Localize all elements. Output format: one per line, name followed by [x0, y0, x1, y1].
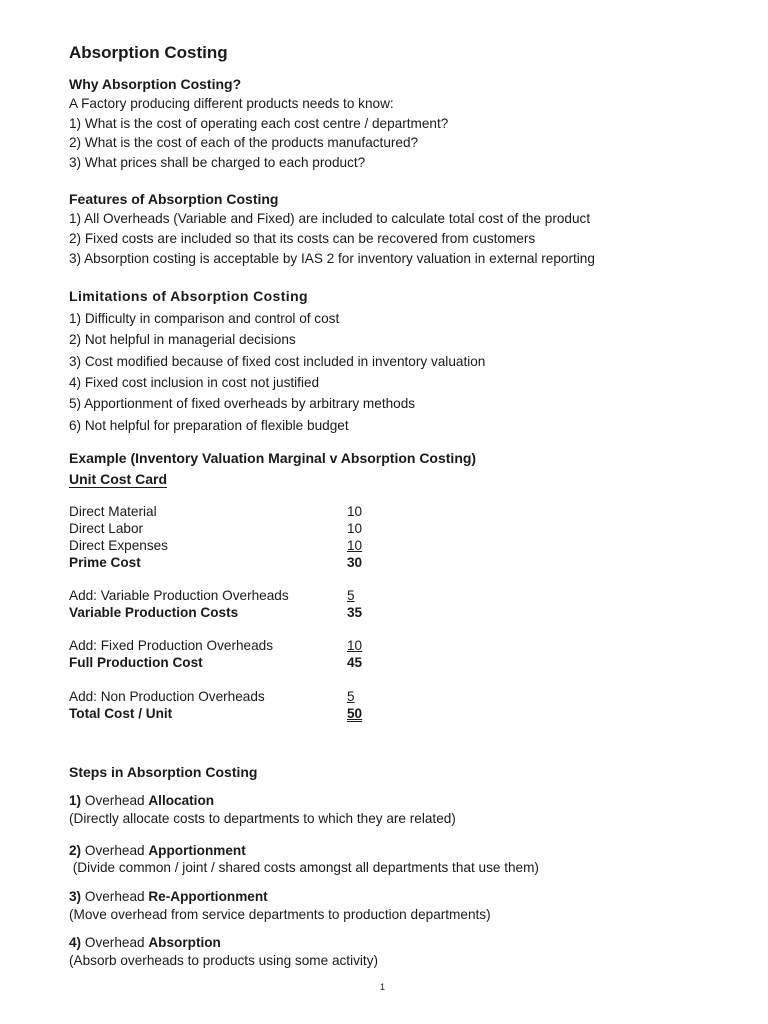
step-desc: (Divide common / joint / shared costs amongst all departments that use them) — [69, 860, 539, 875]
cost-row-label: Add: Variable Production Overheads — [69, 588, 289, 603]
limitations-item: 3) Cost modified because of fixed cost included in inventory valuation — [69, 354, 486, 369]
step-desc: (Absorb overheads to products using some activity) — [69, 953, 379, 968]
step-title: 2) Overhead Apportionment — [69, 843, 246, 858]
step-desc: (Directly allocate costs to departments to which they are related) — [69, 811, 456, 826]
cost-row-value: 10 — [347, 538, 363, 553]
page-title: Absorption Costing — [69, 43, 228, 62]
limitations-item: 4) Fixed cost inclusion in cost not justified — [69, 375, 320, 390]
cost-row-value: 10 — [347, 504, 363, 519]
cost-row-label: Variable Production Costs — [69, 605, 239, 620]
limitations-item: 5) Apportionment of fixed overheads by arbitrary methods — [69, 396, 416, 411]
cost-row-value: 5 — [347, 588, 355, 603]
step-title: 4) Overhead Absorption — [69, 935, 221, 950]
example-heading: Example (Inventory Valuation Marginal v Absorption Costing) — [69, 450, 477, 466]
limitations-item: 2) Not helpful in managerial decisions — [69, 332, 296, 347]
cost-row-value: 45 — [347, 655, 363, 670]
why-intro: A Factory producing different products needs to know: — [69, 96, 394, 111]
cost-row-label: Add: Non Production Overheads — [69, 689, 265, 704]
cost-row-label: Direct Labor — [69, 521, 144, 536]
cost-row-value: 50 — [347, 706, 363, 721]
cost-row-label: Add: Fixed Production Overheads — [69, 638, 274, 653]
cost-row-label: Prime Cost — [69, 555, 141, 570]
limitations-item: 1) Difficulty in comparison and control of cost — [69, 311, 340, 326]
limitations-item: 6) Not helpful for preparation of flexible budget — [69, 418, 349, 433]
cost-row-label: Total Cost / Unit — [69, 706, 173, 721]
features-heading: Features of Absorption Costing — [69, 191, 279, 207]
cost-row-label: Direct Expenses — [69, 538, 168, 553]
step-desc: (Move overhead from service departments to production departments) — [69, 907, 491, 922]
cost-row-value: 30 — [347, 555, 363, 570]
page-number: 1 — [380, 982, 386, 992]
why-item: 3) What prices shall be charged to each product? — [69, 155, 366, 170]
limitations-heading: Limitations of Absorption Costing — [69, 288, 308, 304]
cost-row-value: 5 — [347, 689, 355, 704]
why-item: 1) What is the cost of operating each cost centre / department? — [69, 116, 449, 131]
features-item: 1) All Overheads (Variable and Fixed) are included to calculate total cost of the product — [69, 211, 591, 226]
features-item: 2) Fixed costs are included so that its costs can be recovered from customers — [69, 231, 536, 246]
steps-heading: Steps in Absorption Costing — [69, 764, 258, 780]
cost-row-value: 35 — [347, 605, 363, 620]
cost-row-value: 10 — [347, 638, 363, 653]
unit-cost-card-heading: Unit Cost Card — [69, 471, 167, 487]
step-title: 3) Overhead Re-Apportionment — [69, 889, 268, 904]
cost-row-label: Direct Material — [69, 504, 157, 519]
why-heading: Why Absorption Costing? — [69, 76, 242, 92]
cost-row-label: Full Production Cost — [69, 655, 203, 670]
step-title: 1) Overhead Allocation — [69, 793, 215, 808]
cost-row-value: 10 — [347, 521, 363, 536]
features-item: 3) Absorption costing is acceptable by IAS 2 for inventory valuation in external reporting — [69, 251, 595, 266]
why-item: 2) What is the cost of each of the products manufactured? — [69, 135, 419, 150]
